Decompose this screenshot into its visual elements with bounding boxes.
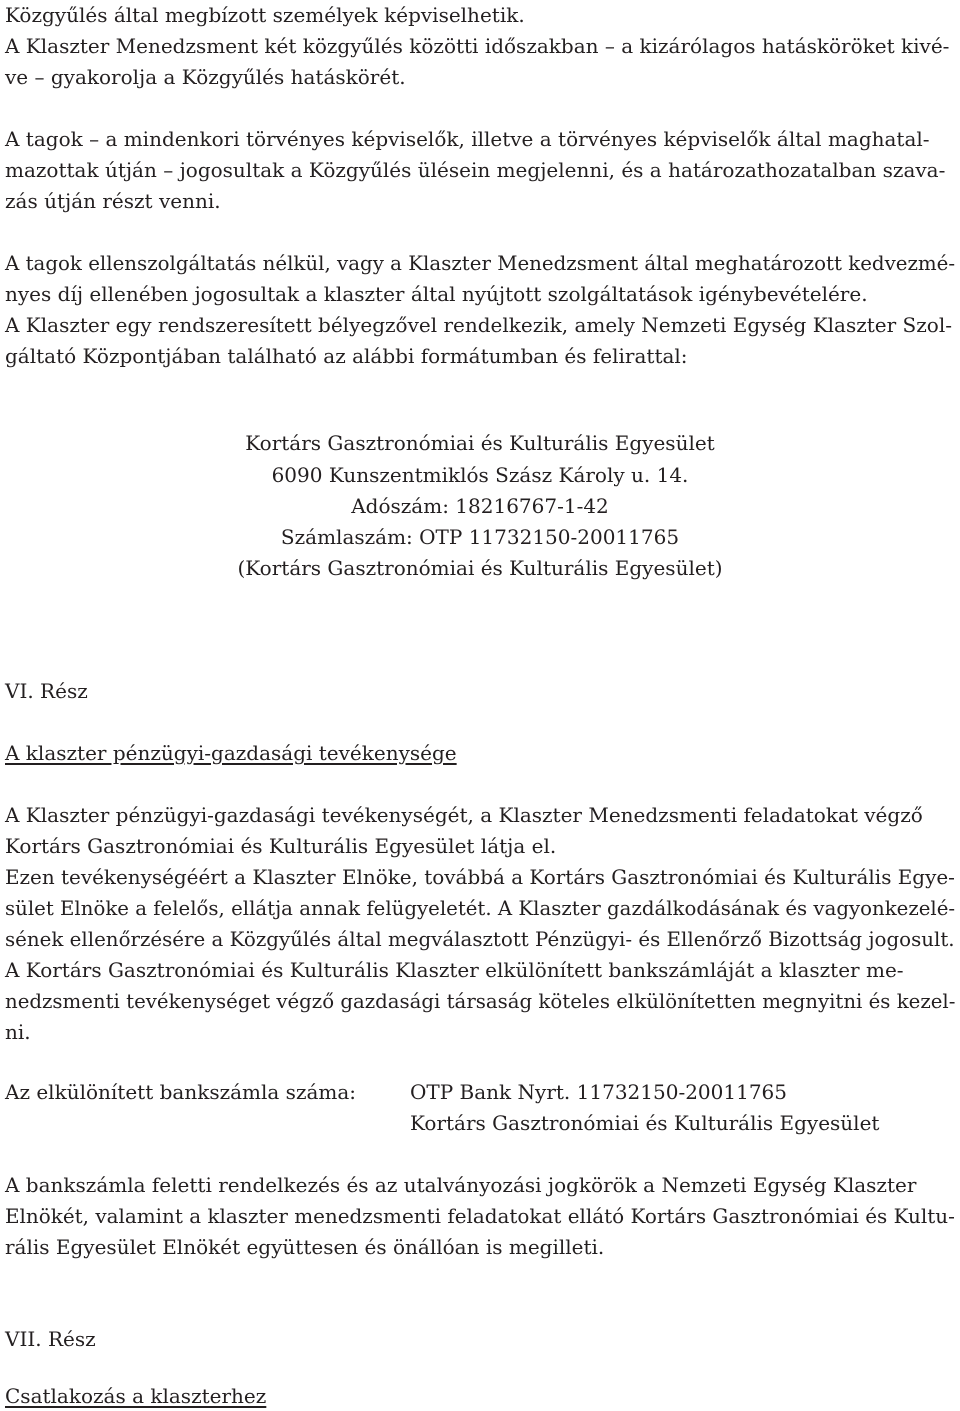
paragraph-line: A Kortárs Gasztronómiai és Kulturális Klaszter elkülönített bankszámláját a klaszter me- — [5, 958, 904, 982]
paragraph-line: Közgyűlés által megbízott személyek képviselhetik. — [5, 3, 525, 27]
bank-account-holder: Kortárs Gasztronómiai és Kulturális Egyesület — [410, 1111, 880, 1135]
paragraph-line: Elnökét, valamint a klaszter menedzsmenti feladatokat ellátó Kortárs Gasztronómiai és Kultu- — [5, 1204, 955, 1228]
paragraph-line: Ezen tevékenységéért a Klaszter Elnöke, továbbá a Kortárs Gasztronómiai és Kulturális Egye- — [5, 865, 955, 889]
stamp-line: (Kortárs Gasztronómiai és Kulturális Egyesület) — [237, 556, 723, 580]
bank-account-label: Az elkülönített bankszámla száma: — [5, 1080, 357, 1104]
paragraph-line: sület Elnöke a felelős, ellátja annak felügyeletét. A Klaszter gazdálkodásának és vagyonkezelé- — [5, 896, 956, 920]
paragraph-line: ve – gyakorolja a Közgyűlés hatáskörét. — [5, 65, 406, 89]
paragraph-line: nedzsmenti tevékenységet végző gazdasági társaság köteles elkülönítetten megnyitni és kezel- — [5, 989, 956, 1013]
bank-account-number: OTP Bank Nyrt. 11732150-20011765 — [410, 1080, 787, 1104]
section-title: Csatlakozás a klaszterhez — [5, 1384, 267, 1408]
paragraph-line: A Klaszter egy rendszeresített bélyegzővel rendelkezik, amely Nemzeti Egység Klaszter Szol- — [5, 313, 952, 337]
paragraph-line: ni. — [5, 1020, 31, 1044]
paragraph-line: A tagok ellenszolgáltatás nélkül, vagy a Klaszter Menedzsment által meghatározott kedvezmé- — [5, 251, 956, 275]
paragraph-line: A bankszámla feletti rendelkezés és az utalványozási jogkörök a Nemzeti Egység Klaszter — [5, 1173, 917, 1197]
stamp-line: Adószám: 18216767-1-42 — [351, 494, 609, 518]
paragraph-line: Kortárs Gasztronómiai és Kulturális Egyesület látja el. — [5, 834, 557, 858]
section-title: A klaszter pénzügyi-gazdasági tevékenysége — [5, 741, 457, 765]
stamp-line: Kortárs Gasztronómiai és Kulturális Egyesület — [245, 431, 715, 455]
section-heading: VI. Rész — [5, 679, 88, 703]
paragraph-line: mazottak útján – jogosultak a Közgyűlés ülésein megjelenni, és a határozathozatalban szava- — [5, 158, 946, 182]
paragraph-line: zás útján részt venni. — [5, 189, 221, 213]
section-heading: VII. Rész — [5, 1327, 96, 1351]
paragraph-line: A tagok – a mindenkori törvényes képviselők, illetve a törvényes képviselők által maghatal- — [5, 127, 930, 151]
paragraph-line: sének ellenőrzésére a Közgyűlés által megválasztott Pénzügyi- és Ellenőrző Bizottság jogosult. — [5, 927, 955, 951]
paragraph-line: rális Egyesület Elnökét együttesen és önállóan is megilleti. — [5, 1235, 605, 1259]
paragraph-line: gáltató Központjában található az alábbi formátumban és felirattal: — [5, 344, 688, 368]
paragraph-line: nyes díj ellenében jogosultak a klaszter által nyújtott szolgáltatások igénybevételére. — [5, 282, 868, 306]
stamp-line: 6090 Kunszentmiklós Szász Károly u. 14. — [271, 463, 689, 487]
stamp-line: Számlaszám: OTP 11732150-20011765 — [280, 525, 680, 549]
paragraph-line: A Klaszter pénzügyi-gazdasági tevékenységét, a Klaszter Menedzsmenti feladatokat végző — [5, 803, 923, 827]
paragraph-line: A Klaszter Menedzsment két közgyűlés közötti időszakban – a kizárólagos hatásköröket kivé- — [5, 34, 950, 58]
